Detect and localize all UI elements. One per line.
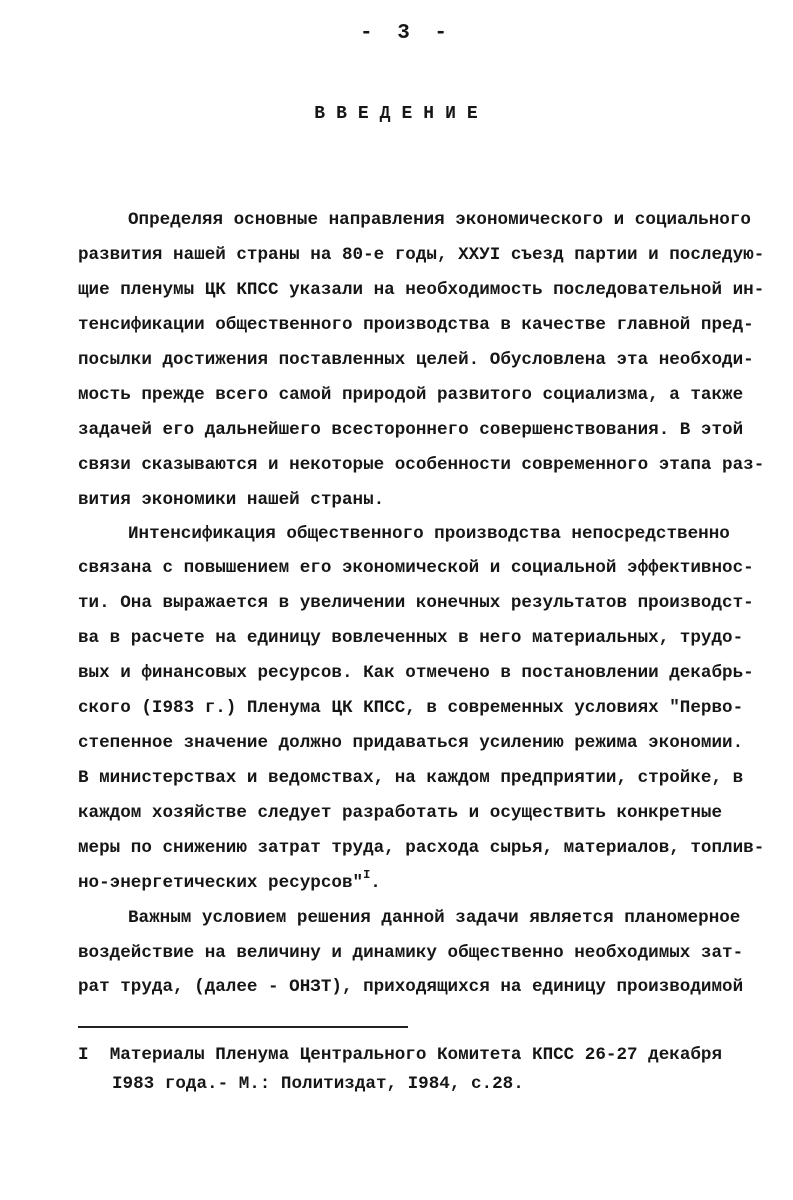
footnote-marker: I [78,1045,89,1065]
footnote-line: I983 года.- М.: Политиздат, I984, с.28. [112,1074,524,1094]
text-line: тенсификации общественного производства в качестве главной пред- [78,315,754,335]
text-line: ва в расчете на единицу вовлеченных в него материальных, трудо- [78,628,744,648]
text-line: каждом хозяйстве следует разработать и осуществить конкретные [78,803,723,823]
text-line: мость прежде всего самой природой развитого социализма, а также [78,385,744,405]
text-line: рат труда, (далее - ОНЗТ), приходящихся на единицу производимой [78,977,744,997]
text-line: вития экономики нашей страны. [78,490,385,510]
section-heading: ВВЕДЕНИЕ [314,104,489,124]
text-line: посылки достижения поставленных целей. Обусловлена эта необходи- [78,350,754,370]
text-line: связана с повышением его экономической и социальной эффективнос- [78,558,754,578]
text-line: воздействие на величину и динамику общественно необходимых зат- [78,943,744,963]
text-line: степенное значение должно придаваться усилению режима экономии. [78,733,744,753]
text-line: меры по снижению затрат труда, расхода сырья, материалов, топлив- [78,838,765,858]
text-line: Интенсификация общественного производства непосредственно [128,524,730,544]
text-line: задачей его дальнейшего всестороннего совершенствования. В этой [78,420,744,440]
footnote-text: Материалы Пленума Центрального Комитета КПСС 26-27 декабря [109,1045,723,1065]
text-line: развития нашей страны на 80-е годы, ХХУI съезд партии и последую- [78,245,765,265]
text-line-with-footnote: но-энергетических ресурсов"$^I$. [78,868,381,893]
text-line: связи сказываются и некоторые особенности современного этапа раз- [78,455,765,475]
text-line-content: но-энергетических ресурсов" [78,873,364,893]
text-line: В министерствах и ведомствах, на каждом предприятии, стройке, в [78,768,744,788]
footnote-line [78,1043,722,1067]
text-line: Определяя основные направления экономического и социального [128,210,751,230]
text-line: ти. Она выражается в увеличении конечных результатов производст- [78,593,754,613]
text-line: щие пленумы ЦК КПСС указали на необходимость последовательной ин- [78,280,765,300]
footnote-reference: I [363,868,371,882]
page-number: - 3 - [359,22,453,45]
text-line: вых и финансовых ресурсов. Как отмечено в постановлении декабрь- [78,663,754,683]
text-line: Важным условием решения данной задачи является планомерное [128,908,741,928]
footnote-separator [78,1026,408,1028]
text-line: ского (I983 г.) Пленума ЦК КПСС, в современных условиях "Перво- [78,698,744,718]
